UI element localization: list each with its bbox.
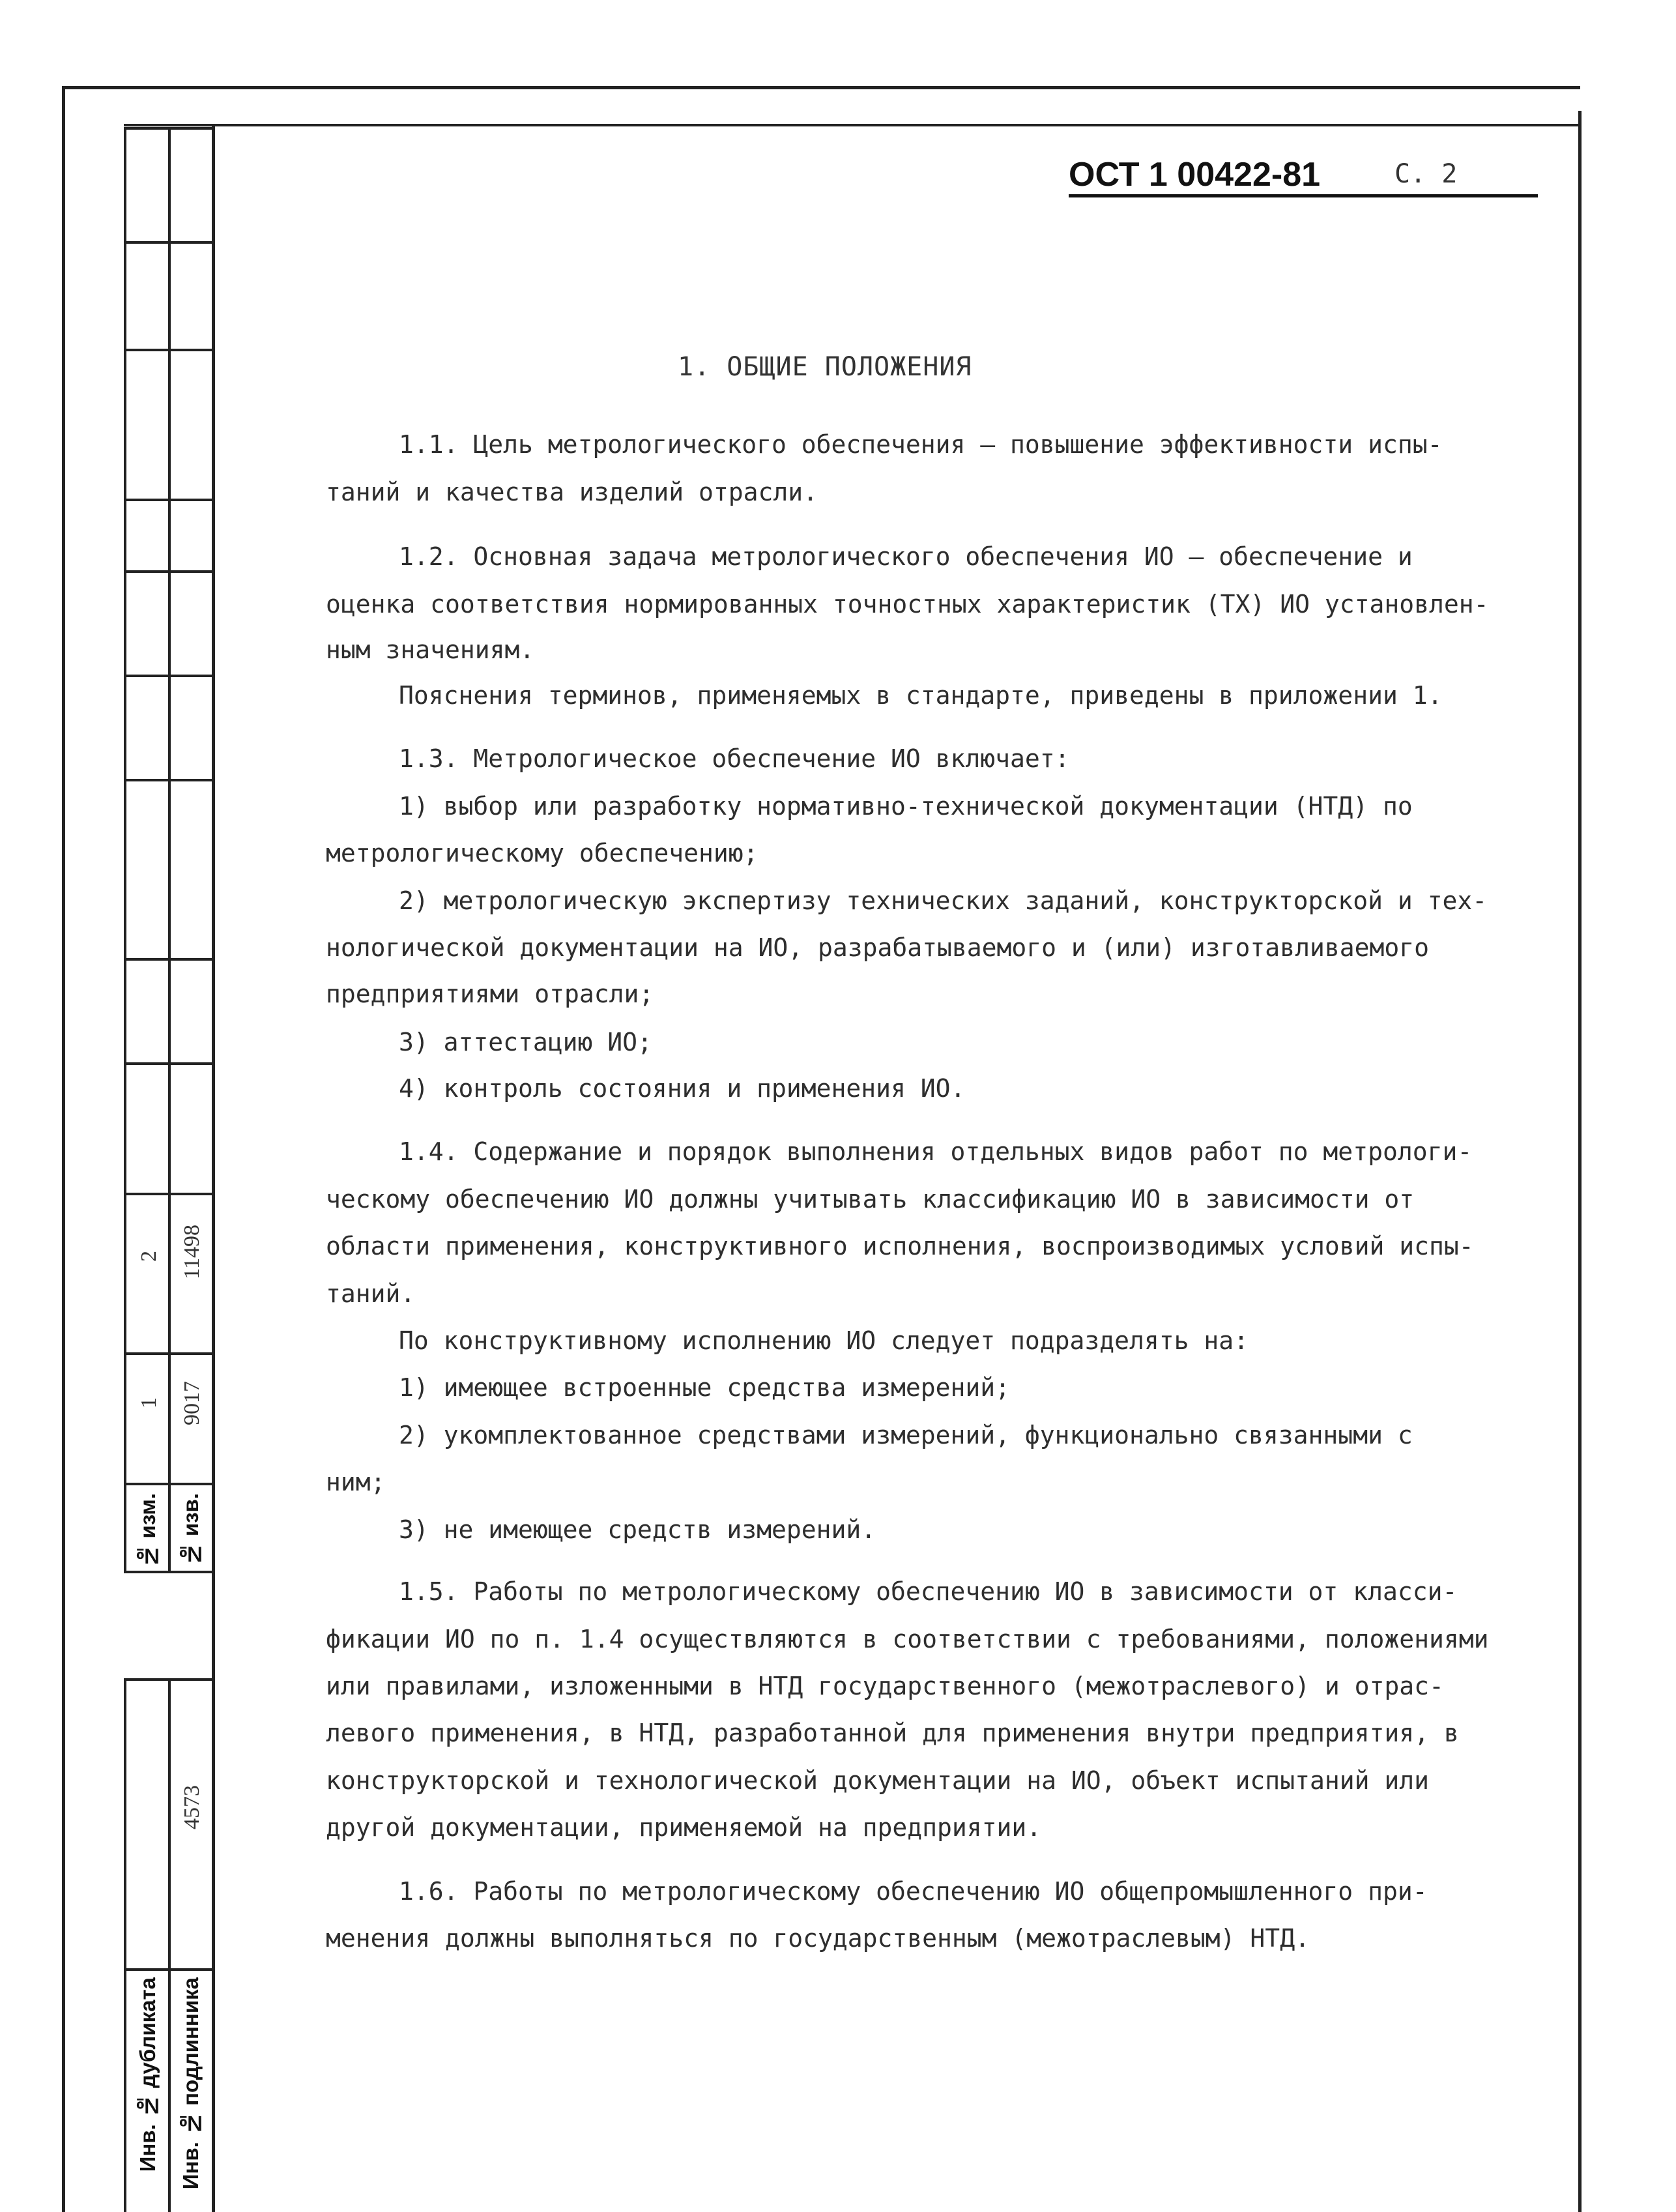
text-line: 1) имеющее встроенные средства измерений; xyxy=(399,1373,1010,1402)
izm-value-1: 1 xyxy=(137,1397,161,1408)
strip-cell xyxy=(124,779,212,958)
text-line: 4) контроль состояния и применения ИО. xyxy=(399,1074,966,1103)
text-line: По конструктивному исполнению ИО следует подразделять на: xyxy=(399,1326,1249,1355)
text-line: предприятиями отрасли; xyxy=(326,980,654,1008)
text-line: 1.2. Основная задача метрологического обеспечения ИО – обеспечение и xyxy=(399,542,1413,571)
text-line: ческому обеспечению ИО должны учитывать классификацию ИО в зависимости от xyxy=(326,1185,1415,1214)
strip-cell xyxy=(124,1968,212,2212)
inv-dup-label: Инв. № дубликата xyxy=(136,1977,160,2172)
strip-cell xyxy=(124,1193,212,1352)
izv-value-2: 11498 xyxy=(180,1225,204,1279)
frame-top-border xyxy=(62,86,1580,89)
inv-orig-value: 4573 xyxy=(180,1785,204,1829)
strip-cell xyxy=(124,349,212,499)
text-line: левого применения, в НТД, разработанной для применения внутри предприятия, в xyxy=(326,1719,1459,1747)
text-line: 1.5. Работы по метрологическому обеспечению ИО в зависимости от класси- xyxy=(399,1577,1458,1606)
text-line: ным значениям. xyxy=(326,635,535,664)
inner-left-border xyxy=(212,124,215,2212)
text-line: 1.6. Работы по метрологическому обеспечению ИО общепромышленного при- xyxy=(399,1877,1428,1906)
text-line: менения должны выполняться по государственным (межотраслевым) НТД. xyxy=(326,1924,1310,1953)
strip-cell xyxy=(124,127,212,241)
strip-gap xyxy=(124,1571,212,1678)
text-line: или правилами, изложенными в НТД государственного (межотраслевого) и отрас- xyxy=(326,1672,1444,1700)
text-line: 3) не имеющее средств измерений. xyxy=(399,1515,876,1544)
doc-code: ОСТ 1 00422-81 xyxy=(1069,156,1321,194)
text-line: 1) выбор или разработку нормативно-технической документации (НТД) по xyxy=(399,792,1413,821)
inv-orig-label: Инв. № подлинника xyxy=(179,1977,203,2190)
izv-value-1: 9017 xyxy=(180,1381,204,1425)
frame-right-border xyxy=(1578,111,1582,2212)
text-line: метрологическому обеспечению; xyxy=(326,839,759,867)
text-line: 2) укомплектованное средствами измерений, функционально связанными с xyxy=(399,1421,1413,1449)
header-underline xyxy=(1069,194,1538,197)
strip-cell xyxy=(124,675,212,779)
text-line: Пояснения терминов, применяемых в стандарте, приведены в приложении 1. xyxy=(399,681,1443,710)
page-number: С. 2 xyxy=(1394,159,1458,189)
izm-value-2: 2 xyxy=(137,1251,161,1262)
text-line: ним; xyxy=(326,1468,386,1496)
document-header xyxy=(1069,155,1538,201)
text-line: нологической документации на ИО, разрабатываемого и (или) изготавливаемого xyxy=(326,933,1429,962)
strip-cell xyxy=(124,241,212,349)
text-line: 1.3. Метрологическое обеспечение ИО включает: xyxy=(399,744,1070,773)
strip-cell xyxy=(124,570,212,675)
text-line: 1.4. Содержание и порядок выполнения отдельных видов работ по метрологи- xyxy=(399,1137,1473,1166)
strip-cell xyxy=(124,1678,212,1968)
strip-cell xyxy=(124,1352,212,1483)
izv-label: № изв. xyxy=(179,1493,203,1567)
strip-cell xyxy=(124,499,212,570)
izm-label: № изм. xyxy=(136,1493,160,1569)
text-line: 2) метрологическую экспертизу технических заданий, конструкторской и тех- xyxy=(399,886,1488,915)
revision-strip xyxy=(124,127,212,2212)
text-line: 3) аттестацию ИО; xyxy=(399,1028,652,1056)
strip-cell xyxy=(124,1062,212,1193)
text-line: другой документации, применяемой на предприятии. xyxy=(326,1813,1042,1842)
text-line: оценка соответствия нормированных точностных характеристик (ТХ) ИО установлен- xyxy=(326,590,1489,618)
text-line: области применения, конструктивного исполнения, воспроизводимых условий испы- xyxy=(326,1232,1474,1260)
text-line: фикации ИО по п. 1.4 осуществляются в соответствии с требованиями, положениями xyxy=(326,1625,1489,1653)
inner-top-border xyxy=(124,124,1578,126)
text-line: 1.1. Цель метрологического обеспечения – повышение эффективности испы- xyxy=(399,430,1443,459)
strip-cell xyxy=(124,958,212,1062)
section-title: 1. ОБЩИЕ ПОЛОЖЕНИЯ xyxy=(678,352,972,382)
strip-cell xyxy=(124,1483,212,1571)
text-line: конструкторской и технологической документации на ИО, объект испытаний или xyxy=(326,1766,1429,1795)
text-line: таний. xyxy=(326,1279,416,1308)
frame-left-border xyxy=(62,86,65,2212)
text-line: таний и качества изделий отрасли. xyxy=(326,478,818,506)
